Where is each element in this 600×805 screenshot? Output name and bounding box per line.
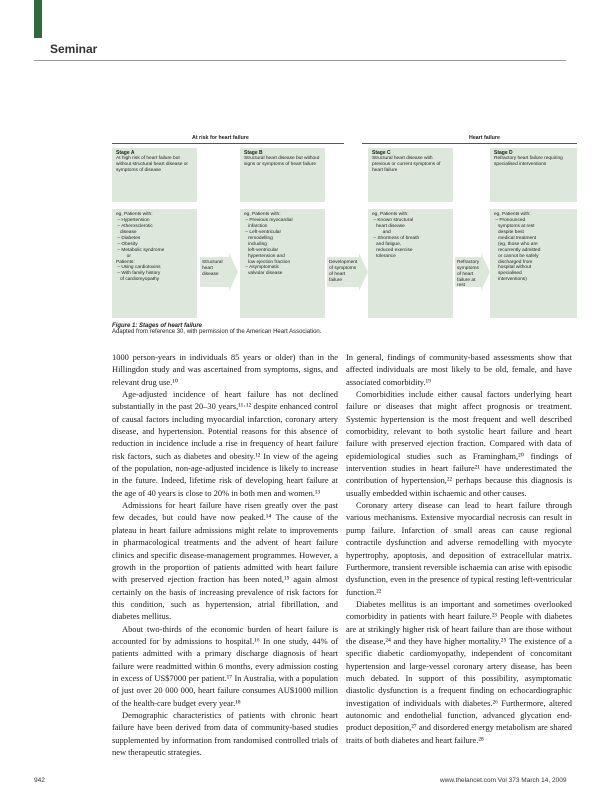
example-line: heart disease [372,223,405,229]
heart-failure-line [362,143,577,144]
example-line: eg, Patients with: [494,212,531,217]
example-line: low ejection fraction [244,259,291,265]
example-line: disease [116,229,137,235]
paragraph: Age-adjusted incidence of heart failure has not declined substantially in the past 20–30 years,¹¹·¹² despite enhanced control of causal factors including myocardial infarction, coronary artery disease, and hypertension. Potential reasons for this absence of reduction in incidence include a rise in frequency of heart failure risk factors, such as diabetes and obesity.¹² In view of the ageing of the population, non-age-adjusted incidence is likely to increase in the future. Indeed, lifetime risk of developing heart failure at the age of 40 years is close to 20% in both men and women.¹³ [112,389,338,498]
example-line: – Asymptomatic [244,265,280,271]
example-line: of cardiomyopathy [116,277,160,283]
left-column [112,351,338,758]
example-line: hypertension and [244,253,285,259]
example-line: – Diabetes [116,235,141,241]
example-line: tolerance [372,253,396,259]
paragraph: Diabetes mellitus is an important and sometimes overlooked comorbidity in patients with heart failure.²³ People with diabetes are at strikingly higher risk of heart failure than are those without the disease,²⁴ and they have higher mortality.²⁵ The existence of a specific diabetic cardiomyopathy, independent of concomitant hypertension and large-vessel coronary artery disease, has been much debated. In support of this possibility, asymptomatic diastolic dysfunction is a frequent finding on echocardiographic investigation of individuals with diabetes.²⁶ Furthermore, altered autonomic and endothelial function, advanced glycation end-product deposition,²⁷ and disordered energy metabolism are shared traits of both diabetes and heart failure.²⁸ [346,598,572,745]
right-column [346,351,572,746]
stage-c-desc: Structural heart disease with previous or current symptoms of heart failure [372,156,441,173]
example-line: – Previous myocardial [244,217,293,223]
paragraph: About two-thirds of the economic burden of heart failure is accounted for by admissions to hospital.¹⁶ In one study, 44% of patients admitted with a primary discharge diagnosis of heart failure were readmitted within 6 months, every admission costing in excess of US$7000 per patient.¹⁷ In Australia, with a population of just over 20 000 000, heart failure consumes AU$1000 million of the health-care budget every year.¹⁸ [112,623,338,708]
caption-source: Adapted from reference 30, with permission of the American Heart Association. [112,329,322,335]
stage-b-desc: Structural heart disease but without signs or symptoms of heart failure [244,156,320,167]
example-line: interventions) [494,277,527,283]
example-line: – Pronounced [494,217,526,223]
paragraph: Coronary artery disease can lead to heart failure through various mechanisms. Extensive myocardial necrosis can result in pump failure. Infarction of small areas can cause regional contractile dysfunction and adverse remodelling with myocyte hypertrophy, apoptosis, and deposition of extracellular matrix. Furthermore, transient reversible ischaemia can arise with episodic dysfunction, even in the presence of typical resting left-ventricular function.²² [346,500,572,597]
example-line: eg, Patients with: [244,212,281,217]
example-line: including [244,241,267,247]
stage-d-desc: Refractory heart failure requiring specialised interventions [494,156,563,167]
example-line: eg, Patients with: [116,212,153,217]
example-line: – Obesity [116,241,138,247]
paragraph: In general, findings of community-based assessments show that affected individuals are most likely to be old, female, and have associated comorbidity.¹⁹ [346,352,572,387]
example-line: or [116,253,131,259]
example-line: symptoms at rest [494,223,535,229]
figure-caption [112,323,577,335]
example-line: reduced exercise [372,247,413,253]
arrow-head [359,253,368,291]
section-title: Seminar [50,42,98,56]
at-risk-line [112,143,344,144]
paragraph: Admissions for heart failure have risen greatly over the past few decades, but could have now peaked.¹⁴ The cause of the plateau in heart failure admissions might relate to improvements in pharmacological treatments and the advent of heart failure clinics and specific disease-management programmes. However, a growth in the proportion of patients admitted with heart failure with preserved ejection fraction has been noted,¹⁵ again almost certainly on the basis of increasing prevalence of risk factors for this condition, such as hypertension, atrial fibrillation, and diabetes mellitus. [112,500,338,622]
example-line: left-ventricular [244,247,279,253]
arrow-a-to-b-label: Structural heart disease [200,257,229,287]
arrow-head [229,253,238,291]
paragraph: Comorbidities include either causal factors underlying heart failure or diseases that might affect prognosis or treatment. Systemic hypertension is the most frequent and well described comorbidity, relevant to both systolic heart failure and heart failure with preserved ejection fraction. Compared with data of epidemiological studies such as Framingham,²⁰ findings of intervention studies in heart failure²¹ have underestimated the contribution of hypertension,²² perhaps because this diagnosis is usually embedded within ischaemic and other causes. [346,389,572,498]
stage-b-box [240,148,325,202]
example-line: – Metabolic syndrome [116,247,165,253]
stage-a-title: Stage A [116,150,135,156]
arrow-b-to-c [327,253,367,291]
example-line: medical treatment [494,235,537,241]
heart-failure-heading: Heart failure [469,135,500,141]
stage-a-box [112,148,197,202]
example-line: and [372,229,391,235]
example-line: remodelling [244,235,273,241]
example-line: – Known structural [372,217,414,223]
example-line: – Left-ventricular [244,229,282,235]
example-line: despite best [494,229,524,235]
stage-c-examples [368,209,453,318]
stage-c-box [368,148,453,202]
arrow-a-to-b [200,253,238,291]
stage-c-title: Stage C [372,150,391,156]
paragraph: Demographic characteristics of patients with chronic heart failure have been derived from data of community-based studies supplemented by information from randomised controlled trials of new therapeutic strategies. [112,709,338,757]
arrow-head [481,253,490,291]
caption-title: Figure 1: Stages of heart failure [112,323,203,329]
stage-b-title: Stage B [244,150,263,156]
example-line: specialised [494,271,522,277]
example-line: or cannot be safely [494,253,539,259]
figure-stages-of-heart-failure [112,135,577,321]
example-line: and fatigue, [372,241,402,247]
example-line: – Using cardiotoxins [116,265,161,271]
example-line: recurrently admitted [494,247,541,253]
stage-a-examples [112,209,197,318]
arrow-c-to-d-label: Refractory symptoms of heart failure at rest [455,257,481,287]
arrow-b-to-c-label: Development of symptoms of heart failure [327,257,359,287]
paragraph: 1000 person-years in individuals 85 years or older) than in the Hillingdon study and was ascertained from symptoms, signs, and relevant drug use.¹⁰ [112,352,338,387]
example-line: infarction [244,223,268,229]
example-line: – Hypertension [116,217,150,223]
arrow-c-to-d [455,253,489,291]
stage-d-title: Stage D [494,150,513,156]
example-line: discharged from [494,259,533,265]
example-line: – With family history [116,271,161,277]
journal-citation: www.thelancet.com Vol 373 March 14, 2009 [440,777,567,784]
stage-a-desc: At high risk of heart failure but without structural heart disease or symptoms of disease [116,156,188,173]
example-line: Patients: [116,259,135,265]
stage-d-box [490,148,577,202]
example-line: (eg, those who are [494,241,538,247]
at-risk-heading: At risk for heart failure [192,135,249,141]
stage-d-examples [490,209,577,318]
page-number: 942 [34,777,45,784]
example-line: – Shortness of breath [372,235,420,241]
example-line: eg, Patients with: [372,212,409,217]
example-line: valvular disease [244,271,283,277]
header-rule [34,60,566,61]
section-color-bar [34,0,42,38]
example-line: – Atherosclerotic [116,223,153,229]
example-line: hospital without [494,265,532,271]
stage-b-examples [240,209,325,318]
